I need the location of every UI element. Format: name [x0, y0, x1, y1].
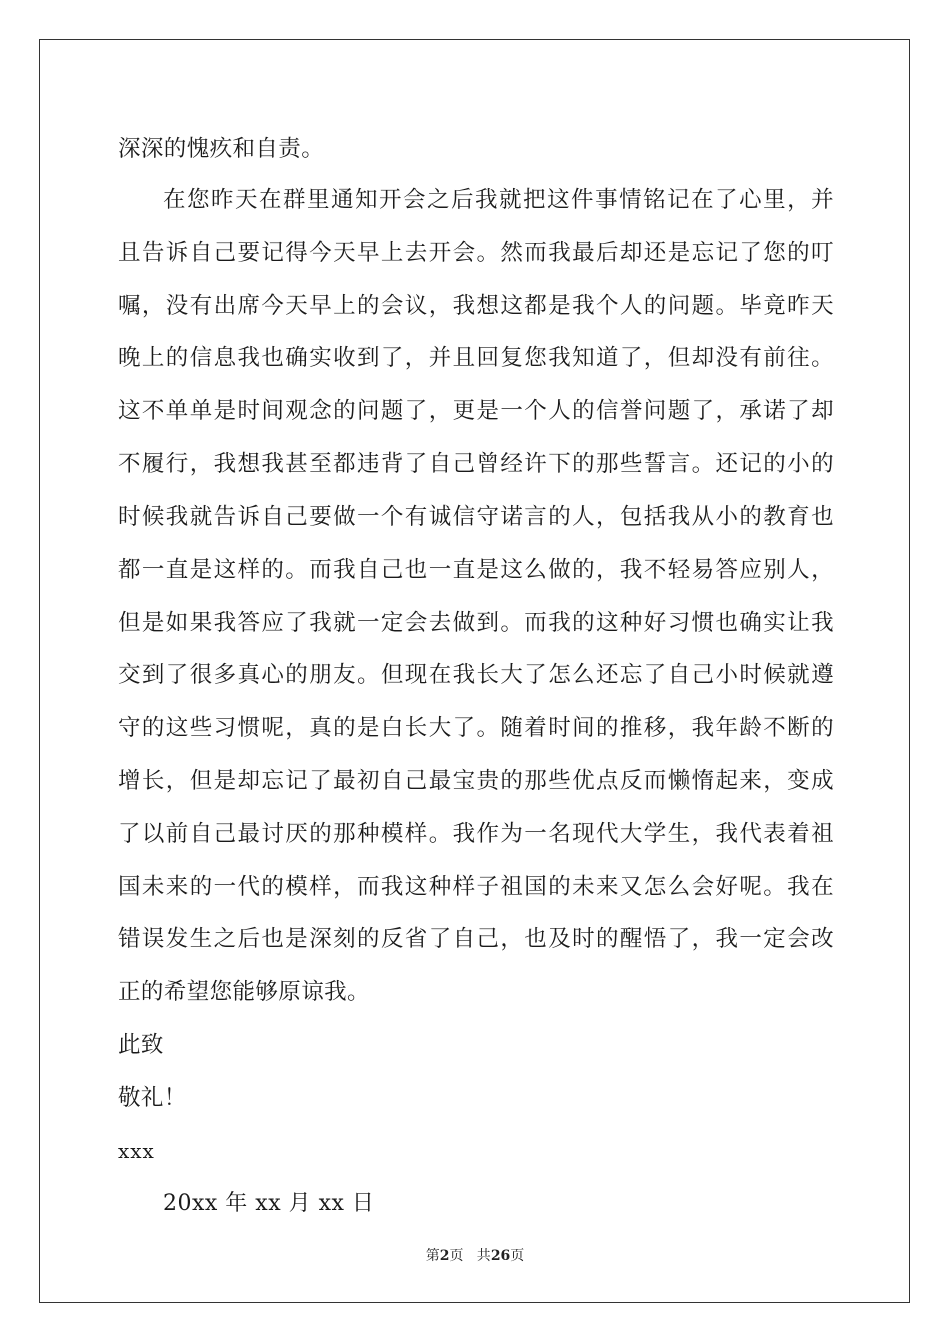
paragraph-line: 但是如果我答应了我就一定会去做到。而我的这种好习惯也确实让我 [118, 610, 834, 636]
current-page-number: 2 [439, 1248, 450, 1264]
paragraph-line: 晚上的信息我也确实收到了，并且回复您我知道了，但却没有前往。 [118, 345, 834, 371]
paragraph-tail: 深深的愧疚和自责。 [118, 136, 325, 162]
total-page-number: 26 [490, 1248, 511, 1264]
paragraph-line: 正的希望您能够原谅我。 [118, 979, 370, 1005]
paragraph-line: 这不单单是时间观念的问题了，更是一个人的信誉问题了，承诺了却 [118, 398, 834, 424]
paragraph-line: 交到了很多真心的朋友。但现在我长大了怎么还忘了自己小时候就遵 [118, 662, 834, 688]
page-mid: 页 共 [449, 1248, 491, 1264]
paragraph-line: 嘱，没有出席今天早上的会议，我想这都是我个人的问题。毕竟昨天 [118, 293, 834, 319]
paragraph-line: 国未来的一代的模样，而我这种样子祖国的未来又怎么会好呢。我在 [118, 874, 834, 900]
salutation-text: 敬礼！ [118, 1085, 187, 1111]
paragraph-line: 不履行，我想我甚至都违背了自己曾经许下的那些誓言。还记的小的 [118, 451, 834, 477]
paragraph-line: 时候我就告诉自己要做一个有诚信守诺言的人，包括我从小的教育也 [118, 504, 834, 530]
signer-name: xxx [118, 1139, 155, 1163]
paragraph-line: 错误发生之后也是深刻的反省了自己，也及时的醒悟了，我一定会改 [118, 926, 834, 952]
paragraph-line: 增长，但是却忘记了最初自己最宝贵的那些优点反而懒惰起来，变成 [118, 768, 834, 794]
page-number-footer [0, 1246, 950, 1266]
signature-date: 20xx 年 xx 月 xx 日 [163, 1191, 375, 1216]
closing-text: 此致 [118, 1032, 164, 1058]
paragraph-line: 在您昨天在群里通知开会之后我就把这件事情铭记在了心里，并 [163, 187, 834, 213]
paragraph-line: 守的这些习惯呢，真的是白长大了。随着时间的推移，我年龄不断的 [118, 715, 834, 741]
page-suffix: 页 [510, 1248, 525, 1264]
paragraph-line: 了以前自己最讨厌的那种模样。我作为一名现代大学生，我代表着祖 [118, 821, 834, 847]
page-prefix: 第 [425, 1248, 440, 1264]
paragraph-line: 且告诉自己要记得今天早上去开会。然而我最后却还是忘记了您的叮 [118, 240, 834, 266]
paragraph-line: 都一直是这样的。而我自己也一直是这么做的，我不轻易答应别人， [118, 557, 834, 583]
